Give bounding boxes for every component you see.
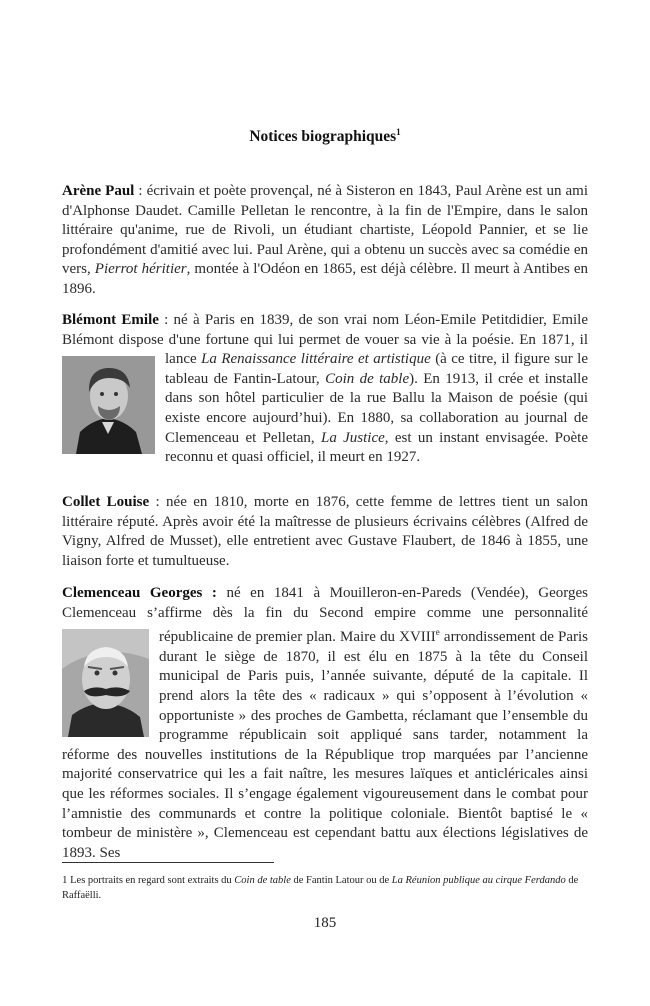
page-title-text: Notices biographiques bbox=[249, 128, 397, 146]
entry-text: ). En 1913, il crée et installe dans son hôtel particulier de la rue Ballu la Maison de poésie (qui existe encore aujourd’hui). En 1880, sa collaboration au journal de Clemenceau et Pelletan, bbox=[165, 370, 588, 446]
entry-name: Collet Louise bbox=[62, 494, 150, 510]
page-number: 185 bbox=[313, 915, 337, 931]
entry-text: : née en 1810, morte en 1876, cette femme de lettres tient un salon littéraire réputé. Après avoir été la maîtresse de plusieurs écrivains célèbres (Alfred de Vigny, Alfred de Musset), elle entretient avec Gustave Flaubert, de 1846 à 1855, une liaison forte et tumultueuse. bbox=[62, 494, 588, 569]
entry-arene-paul bbox=[62, 182, 588, 300]
entry-text: arrondissement de Paris durant le siège de 1870, il est élu en 1875 à la tête du Conseil municipal de Paris puis, l’année suivante, député de la capitale. Il prend alors la tête des « radicaux » qui s’opposent à l’évolution « opportuniste » des proches de Gambetta, réclamant que l’ensemble du programme républicain soit appliqué sans tarder, notamment la réforme des nouvelles institutions de la République trop marquées par l’ancienne majorité conservatrice qui les a fait naître, les mesures laïques et anticléricales ainsi que les réformes sociales. Il s’engage également vigoureusement dans le combat pour l’amnistie des communards et contre la politique coloniale. Bientôt baptisé le « tombeur de ministère », Clemenceau est cependant battu aux élections législatives de 1893. Ses bbox=[62, 629, 588, 861]
entry-text: né en 1841 à Mouilleron-en-Pareds (Vendée), Georges Clemenceau s’affirme dès la fin du Second empire comme une personnalité républicaine de premier plan. Maire du XVIII bbox=[62, 585, 588, 646]
portrait-blemont bbox=[62, 356, 155, 454]
entry-text: : né à Paris en 1839, de son vrai nom Léon-Emile Petitdidier, Emile Blémont dispose d'une fortune qui lui permet de vouer sa vie à la poésie. En 1871, il lance bbox=[62, 312, 588, 368]
entry-collet-louise bbox=[62, 493, 588, 571]
entry-name: Arène Paul bbox=[62, 183, 135, 199]
entry-text: : écrivain et poète provençal, né à Sisteron en 1843, Paul Arène est un ami d'Alphonse Daudet. Camille Pelletan le rencontre, à la fin de l'Empire, dans le salon littéraire qu'anime, rue de Rivoli, un étudiant chartiste, Léopold Pannier, et se lie profondément d'amitié avec lui. Paul Arène, qui a obtenu un succès avec sa comédie en vers, bbox=[62, 183, 588, 278]
footnote-italic-title: La Réunion publique au cirque Ferdando bbox=[391, 875, 566, 886]
entry-blemont-emile bbox=[62, 311, 588, 468]
entry-clemenceau-georges bbox=[62, 584, 588, 863]
entry-italic-title: Pierrot héritier bbox=[94, 261, 187, 278]
footnote-marker: 1 bbox=[62, 874, 68, 886]
entry-name: Clemenceau Georges : bbox=[62, 585, 217, 601]
footnote-text: Les portraits en regard sont extraits du bbox=[67, 875, 235, 886]
footnote-text: de Fantin Latour ou de bbox=[290, 875, 392, 886]
footnote-text: de Raffaëlli. bbox=[62, 875, 579, 901]
page-title bbox=[0, 127, 650, 146]
entry-text: , montée à l'Odéon en 1865, est déjà célèbre. Il meurt à Antibes en 1896. bbox=[62, 261, 588, 297]
portrait-clemenceau bbox=[62, 629, 149, 737]
entry-italic-title: La Justice bbox=[320, 429, 385, 446]
footnote-divider bbox=[62, 862, 274, 863]
entry-italic-title: Coin de table bbox=[325, 370, 410, 387]
footnote bbox=[62, 873, 588, 903]
entry-name: Blémont Emile bbox=[62, 312, 159, 328]
entry-text: (à ce titre, il figure sur le tableau de Fantin-Latour, bbox=[165, 351, 588, 387]
footnote-ref: 1 bbox=[396, 127, 401, 137]
entry-text: , est un instant envisagée. Poète reconnu et quasi officiel, il meurt en 1927. bbox=[165, 429, 588, 466]
footnote-italic-title: Coin de table bbox=[234, 875, 291, 886]
entry-italic-title: La Renaissance littéraire et artistique bbox=[201, 351, 431, 368]
superscript: e bbox=[435, 627, 440, 638]
